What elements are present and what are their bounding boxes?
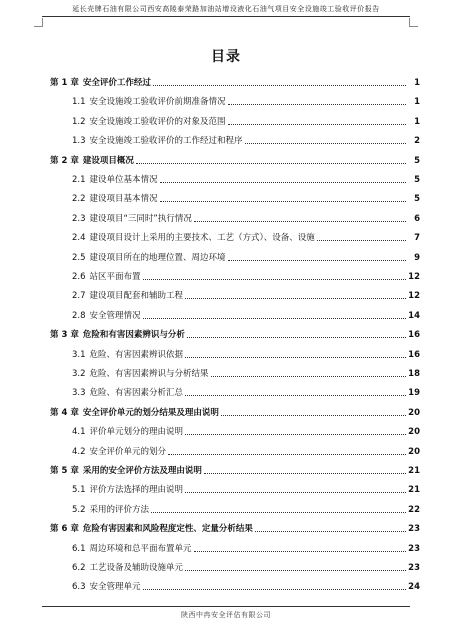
toc-entry-number: 6.2 bbox=[72, 563, 86, 573]
toc-page-number: 19 bbox=[408, 388, 420, 399]
toc-page-number: 21 bbox=[408, 485, 420, 496]
toc-page-number: 12 bbox=[408, 291, 420, 302]
toc-leader-dots bbox=[185, 570, 406, 571]
toc-chapter-entry[interactable] bbox=[50, 74, 420, 88]
toc-page-number: 6 bbox=[414, 213, 420, 224]
toc-section-entry[interactable] bbox=[72, 481, 420, 495]
toc-page-number: 7 bbox=[414, 233, 420, 244]
toc-entry-number: 2.2 bbox=[72, 194, 86, 205]
toc-leader-dots bbox=[228, 124, 406, 125]
toc-entry-title: 危险、有害因素辨识依据 bbox=[89, 349, 184, 360]
toc-entry-title: 安全管理情况 bbox=[89, 310, 141, 321]
toc-section-entry[interactable] bbox=[72, 540, 420, 554]
toc-entry-title: 站区平面布置 bbox=[89, 272, 141, 282]
toc-entry-title: 建设项目概况 bbox=[82, 155, 134, 166]
toc-entry-title: 建设项目设计上采用的主要技术、工艺（方式）、设备、设施 bbox=[89, 233, 315, 244]
toc-leader-dots bbox=[143, 318, 406, 319]
toc-leader-dots bbox=[211, 376, 406, 377]
toc-entry-number: 第 2 章 bbox=[50, 155, 79, 166]
toc-entry-number: 2.4 bbox=[72, 233, 86, 244]
toc-section-entry[interactable] bbox=[72, 423, 420, 437]
toc-chapter-entry[interactable] bbox=[50, 326, 420, 340]
toc-entry-title: 建设单位基本情况 bbox=[89, 175, 158, 185]
page-header: 延长壳牌石油有限公司西安高陵泰荣路加油站增设液化石油气项目安全设施竣工验收评价报告 bbox=[72, 5, 380, 13]
toc-page-number: 22 bbox=[408, 504, 420, 515]
toc-page-number: 23 bbox=[408, 563, 420, 573]
toc-leader-dots bbox=[317, 240, 406, 241]
corner-mark-top-left bbox=[34, 18, 43, 27]
toc-page-number: 23 bbox=[408, 543, 420, 554]
toc-leader-dots bbox=[185, 395, 406, 396]
toc-page-number: 2 bbox=[414, 136, 420, 147]
toc-leader-dots bbox=[204, 473, 406, 474]
toc-entry-number: 5.1 bbox=[72, 485, 86, 496]
toc-entry-number: 3.1 bbox=[72, 349, 86, 360]
toc-section-entry[interactable] bbox=[72, 190, 420, 204]
toc-leader-dots bbox=[160, 201, 406, 202]
toc-entry-title: 危险和有害因素辨识与分析 bbox=[82, 330, 185, 341]
toc-leader-dots bbox=[136, 163, 406, 164]
toc-entry-number: 第 3 章 bbox=[50, 330, 79, 341]
toc-entry-number: 2.3 bbox=[72, 213, 86, 224]
toc-entry-number: 第 4 章 bbox=[50, 407, 79, 418]
toc-entry-number: 2.5 bbox=[72, 252, 86, 263]
toc-entry-number: 1.3 bbox=[72, 136, 86, 147]
toc-section-entry[interactable] bbox=[72, 93, 420, 107]
toc-entry-title: 采用的安全评价方法及理由说明 bbox=[82, 466, 202, 476]
toc-entry-title: 危险有害因素和风险程度定性、定量分析结果 bbox=[82, 524, 253, 535]
toc-chapter-entry[interactable] bbox=[50, 152, 420, 166]
toc-section-entry[interactable] bbox=[72, 307, 420, 321]
toc-entry-number: 第 6 章 bbox=[50, 524, 79, 535]
toc-entry-number: 2.8 bbox=[72, 310, 86, 321]
toc-entry-title: 安全管理单元 bbox=[89, 582, 141, 593]
toc-section-entry[interactable] bbox=[72, 443, 420, 457]
page-footer: 陕西中冉安全评估有限公司 bbox=[181, 611, 271, 619]
toc-page-number: 5 bbox=[414, 194, 420, 205]
toc-chapter-entry[interactable] bbox=[50, 520, 420, 534]
toc-page-number: 16 bbox=[408, 330, 420, 341]
toc-leader-dots bbox=[228, 104, 406, 105]
toc-leader-dots bbox=[185, 298, 406, 299]
toc-section-entry[interactable] bbox=[72, 287, 420, 301]
toc-leader-dots bbox=[187, 337, 406, 338]
toc-entry-number: 第 5 章 bbox=[50, 466, 79, 476]
toc-entry-title: 危险、有害因素辨识与分析结果 bbox=[89, 369, 209, 379]
toc-entry-title: 采用的评价方法 bbox=[89, 504, 150, 515]
toc-page-number: 1 bbox=[414, 116, 420, 127]
toc-entry-title: 安全评价单元的划分 bbox=[89, 446, 167, 457]
toc-page-number: 18 bbox=[408, 369, 420, 379]
toc-entry-title: 安全评价单元的划分结果及理由说明 bbox=[82, 407, 219, 418]
toc-section-entry[interactable] bbox=[72, 346, 420, 360]
toc-chapter-entry[interactable] bbox=[50, 404, 420, 418]
toc-leader-dots bbox=[255, 531, 406, 532]
toc-leader-dots bbox=[185, 357, 406, 358]
toc-entry-title: 建设项目基本情况 bbox=[89, 194, 158, 205]
toc-leader-dots bbox=[151, 512, 406, 513]
toc-entry-title: 评价单元划分的理由说明 bbox=[89, 427, 184, 438]
toc-section-entry[interactable] bbox=[72, 210, 420, 224]
toc-page-number: 20 bbox=[408, 446, 420, 457]
toc-leader-dots bbox=[160, 182, 406, 183]
toc-entry-number: 2.7 bbox=[72, 291, 86, 302]
toc-entry-title: 安全设施竣工验收评价的工作经过和程序 bbox=[89, 136, 243, 147]
toc-entry-number: 6.3 bbox=[72, 582, 86, 593]
toc-page-number: 12 bbox=[408, 272, 420, 282]
toc-page-number: 24 bbox=[408, 582, 420, 593]
toc-page-number: 14 bbox=[408, 310, 420, 321]
toc-page-number: 20 bbox=[408, 427, 420, 438]
toc-entry-title: 建设项目配套和辅助工程 bbox=[89, 291, 184, 302]
toc-entry-number: 4.2 bbox=[72, 446, 86, 457]
toc-entry-number: 2.6 bbox=[72, 272, 86, 282]
toc-section-entry[interactable] bbox=[72, 229, 420, 243]
toc-entry-title: 安全设施竣工验收评价的对象及范围 bbox=[89, 116, 226, 127]
toc-section-entry[interactable] bbox=[72, 171, 420, 185]
toc-entry-number: 第 1 章 bbox=[50, 78, 79, 88]
page-title: 目录 bbox=[211, 49, 241, 65]
toc-leader-dots bbox=[228, 260, 406, 261]
toc-entry-number: 5.2 bbox=[72, 504, 86, 515]
toc-page-number: 1 bbox=[414, 97, 420, 108]
toc-entry-number: 1.1 bbox=[72, 97, 86, 108]
corner-mark-top-right bbox=[409, 18, 418, 27]
footer-rule bbox=[42, 606, 410, 607]
toc-entry-title: 安全设施竣工验收评价前期准备情况 bbox=[89, 97, 226, 108]
toc-section-entry[interactable] bbox=[72, 249, 420, 263]
toc-chapter-entry[interactable] bbox=[50, 462, 420, 476]
toc-leader-dots bbox=[245, 143, 406, 144]
toc-section-entry[interactable] bbox=[72, 268, 420, 282]
toc-page-number: 5 bbox=[414, 155, 420, 166]
toc-leader-dots bbox=[185, 492, 406, 493]
toc-entry-title: 工艺设备及辅助设施单元 bbox=[89, 563, 184, 573]
toc-section-entry[interactable] bbox=[72, 501, 420, 515]
toc-entry-number: 2.1 bbox=[72, 175, 86, 185]
toc-page-number: 16 bbox=[408, 349, 420, 360]
toc-leader-dots bbox=[194, 221, 406, 222]
toc-leader-dots bbox=[221, 415, 406, 416]
toc-page-number: 5 bbox=[414, 175, 420, 185]
toc-page-number: 1 bbox=[414, 78, 420, 88]
toc-leader-dots bbox=[194, 551, 406, 552]
toc-entry-number: 3.2 bbox=[72, 369, 86, 379]
toc-section-entry[interactable] bbox=[72, 384, 420, 398]
toc-page-number: 9 bbox=[414, 252, 420, 263]
toc-page-number: 20 bbox=[408, 407, 420, 418]
toc-section-entry[interactable] bbox=[72, 365, 420, 379]
toc-entry-title: 评价方法选择的理由说明 bbox=[89, 485, 184, 496]
toc-entry-title: 周边环境和总平面布置单元 bbox=[89, 543, 192, 554]
toc-entry-number: 4.1 bbox=[72, 427, 86, 438]
toc-entry-title: 建设项目“三同时”执行情况 bbox=[89, 213, 192, 224]
toc-section-entry[interactable] bbox=[72, 132, 420, 146]
toc-section-entry[interactable] bbox=[72, 578, 420, 592]
toc-leader-dots bbox=[143, 589, 406, 590]
toc-entry-number: 3.3 bbox=[72, 388, 86, 399]
toc-page-number: 23 bbox=[408, 524, 420, 535]
toc-leader-dots bbox=[143, 279, 406, 280]
toc-section-entry[interactable] bbox=[72, 113, 420, 127]
toc-section-entry[interactable] bbox=[72, 559, 420, 573]
toc-leader-dots bbox=[153, 85, 406, 86]
toc-entry-title: 危险、有害因素分析汇总 bbox=[89, 388, 184, 399]
toc-entry-title: 安全评价工作经过 bbox=[82, 78, 151, 88]
toc-entry-number: 6.1 bbox=[72, 543, 86, 554]
toc-leader-dots bbox=[185, 434, 406, 435]
toc-entry-title: 建设项目所在的地理位置、周边环境 bbox=[89, 252, 226, 263]
header-rule bbox=[42, 16, 410, 17]
toc-leader-dots bbox=[168, 454, 406, 455]
toc-entry-number: 1.2 bbox=[72, 116, 86, 127]
toc-page-number: 21 bbox=[408, 466, 420, 476]
